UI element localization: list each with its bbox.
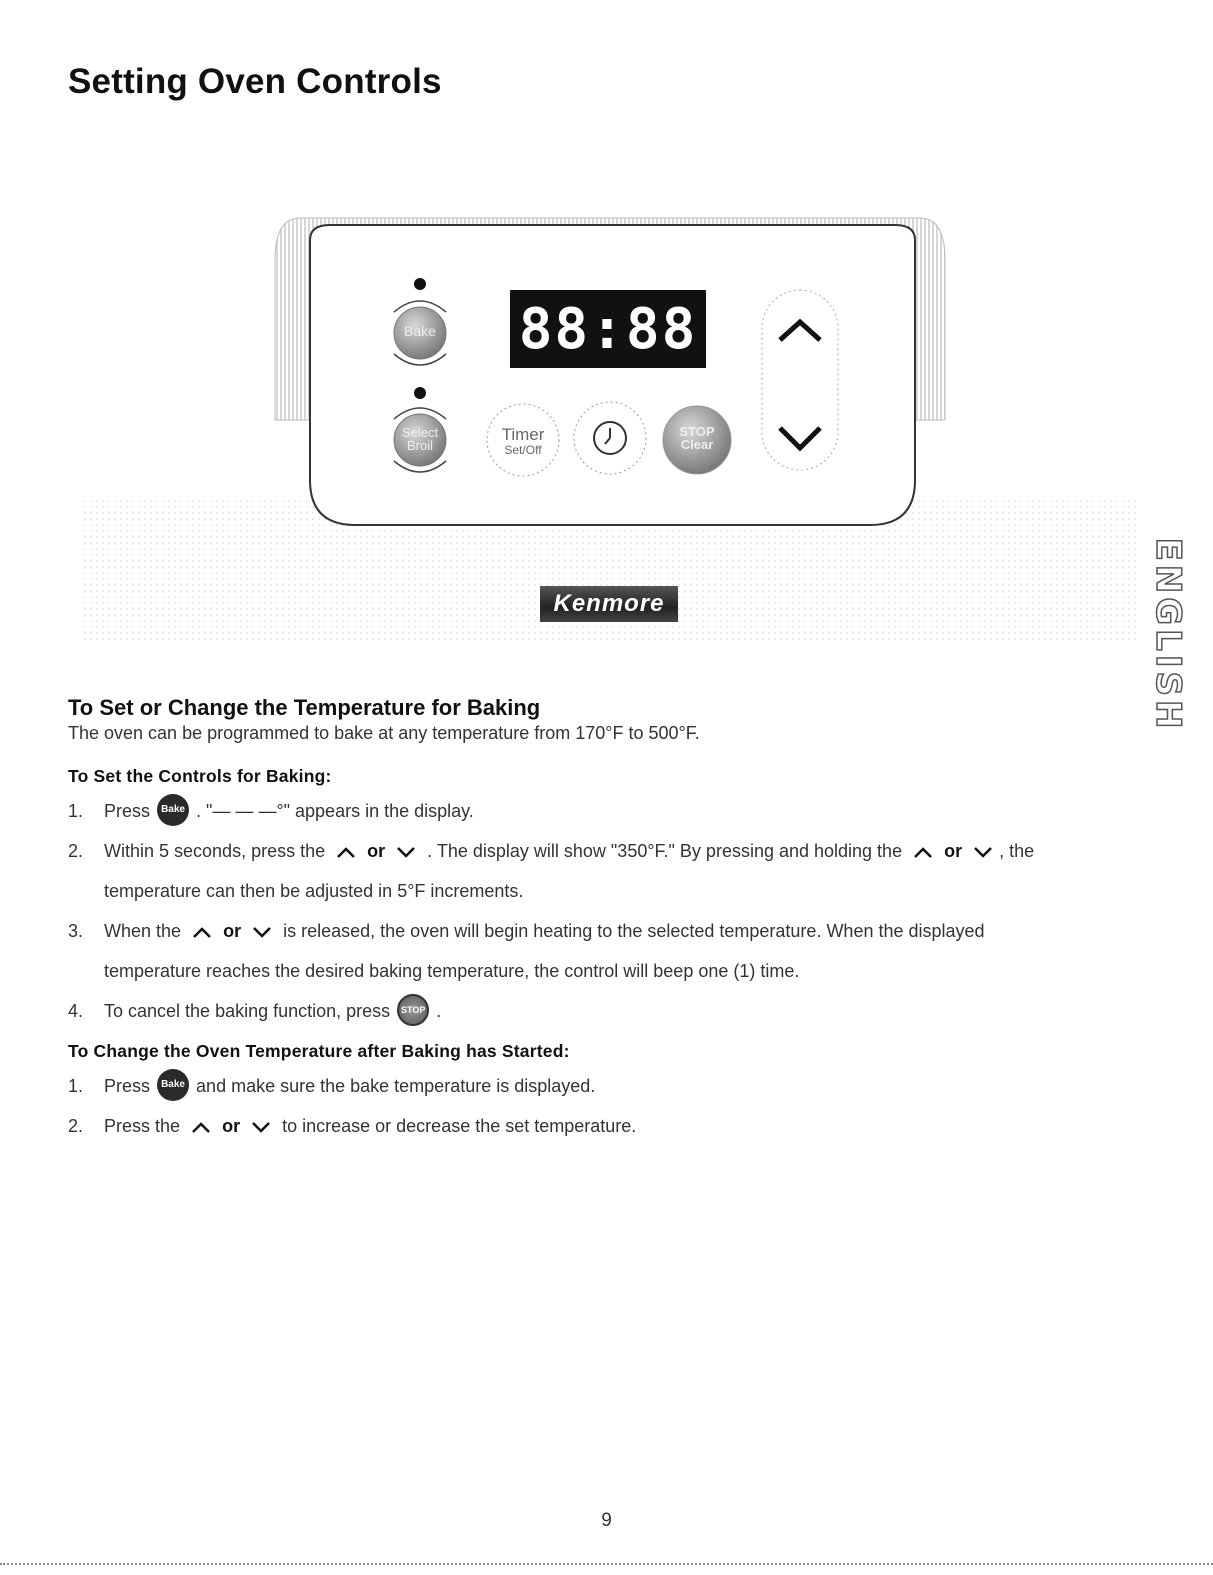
down-arrow-icon [396,846,416,858]
set-controls-steps [68,791,1148,1031]
stop-clear-button-label: STOP Clear [679,424,715,452]
instructions [68,695,1148,1146]
list-item [68,1066,1148,1106]
section-heading: To Set or Change the Temperature for Baking [68,695,541,720]
set-controls-heading: To Set the Controls for Baking: [68,766,332,786]
page-number: 9 [601,1510,612,1531]
list-item [68,1106,1148,1146]
down-arrow-icon [252,926,272,938]
step-number: 2. [68,841,84,861]
timer-button-sublabel: Set/Off [504,443,542,457]
step-text: , the [999,841,1035,861]
step-text: . The display will show "350°F." By pressing and holding the [427,841,903,861]
bake-pill-icon: Bake [157,1069,189,1101]
control-panel-illustration [0,200,1213,660]
step-number: 1. [68,1076,84,1096]
down-arrow-icon [251,1121,271,1133]
timer-button-label: Timer [501,425,545,444]
step-number: 4. [68,1001,84,1021]
step-number: 1. [68,801,84,821]
step-text: temperature can then be adjusted in 5°F increments. [104,881,524,901]
or-text: or [367,841,386,861]
language-tab-label: ENGLISH [1148,537,1188,733]
bottom-rule [0,1563,1213,1565]
stop-clear-pill-icon: STOP [397,994,429,1026]
page-title: Setting Oven Controls [68,62,442,101]
up-arrow-icon [336,846,356,858]
step-text: To cancel the baking function, press [104,1001,391,1021]
display-readout: 88:88 [518,296,698,362]
step-text: temperature reaches the desired baking temperature, the control will beep one (1) time. [104,961,800,981]
up-arrow-icon [192,926,212,938]
step-number: 2. [68,1116,84,1136]
step-text: and make sure the bake temperature is displayed. [196,1076,596,1096]
brand-logo: Kenmore [540,586,678,622]
bake-button-label: Bake [404,323,436,339]
bake-indicator-dot [414,278,426,290]
step-text: . "— — —°" appears in the display. [196,801,474,821]
step-text: to increase or decrease the set temperature. [282,1116,637,1136]
step-text: Press [104,801,151,821]
or-text: or [223,921,242,941]
down-arrow-icon [973,846,993,858]
step-text: . [436,1001,442,1021]
temp-rocker [762,290,838,470]
bake-pill-icon: Bake [157,794,189,826]
step-text: Within 5 seconds, press the [104,841,326,861]
step-text: is released, the oven will begin heating to the selected temperature. When the displayed [283,921,985,941]
list-item [68,991,1148,1031]
step-number: 3. [68,921,84,941]
change-temp-steps [68,1066,1148,1146]
change-temp-heading: To Change the Oven Temperature after Baking has Started: [68,1041,570,1061]
or-text: or [222,1116,241,1136]
list-item [68,831,1148,911]
step-text: Press [104,1076,151,1096]
broil-button-label: Select Broil [401,425,439,453]
list-item [68,911,1148,991]
list-item [68,791,1148,831]
step-text: Press the [104,1116,181,1136]
broil-indicator-dot [414,387,426,399]
step-text: When the [104,921,182,941]
or-text: or [944,841,963,861]
intro-text: The oven can be programmed to bake at any temperature from 170°F to 500°F. [68,723,700,743]
up-arrow-icon [191,1121,211,1133]
up-arrow-icon [913,846,933,858]
